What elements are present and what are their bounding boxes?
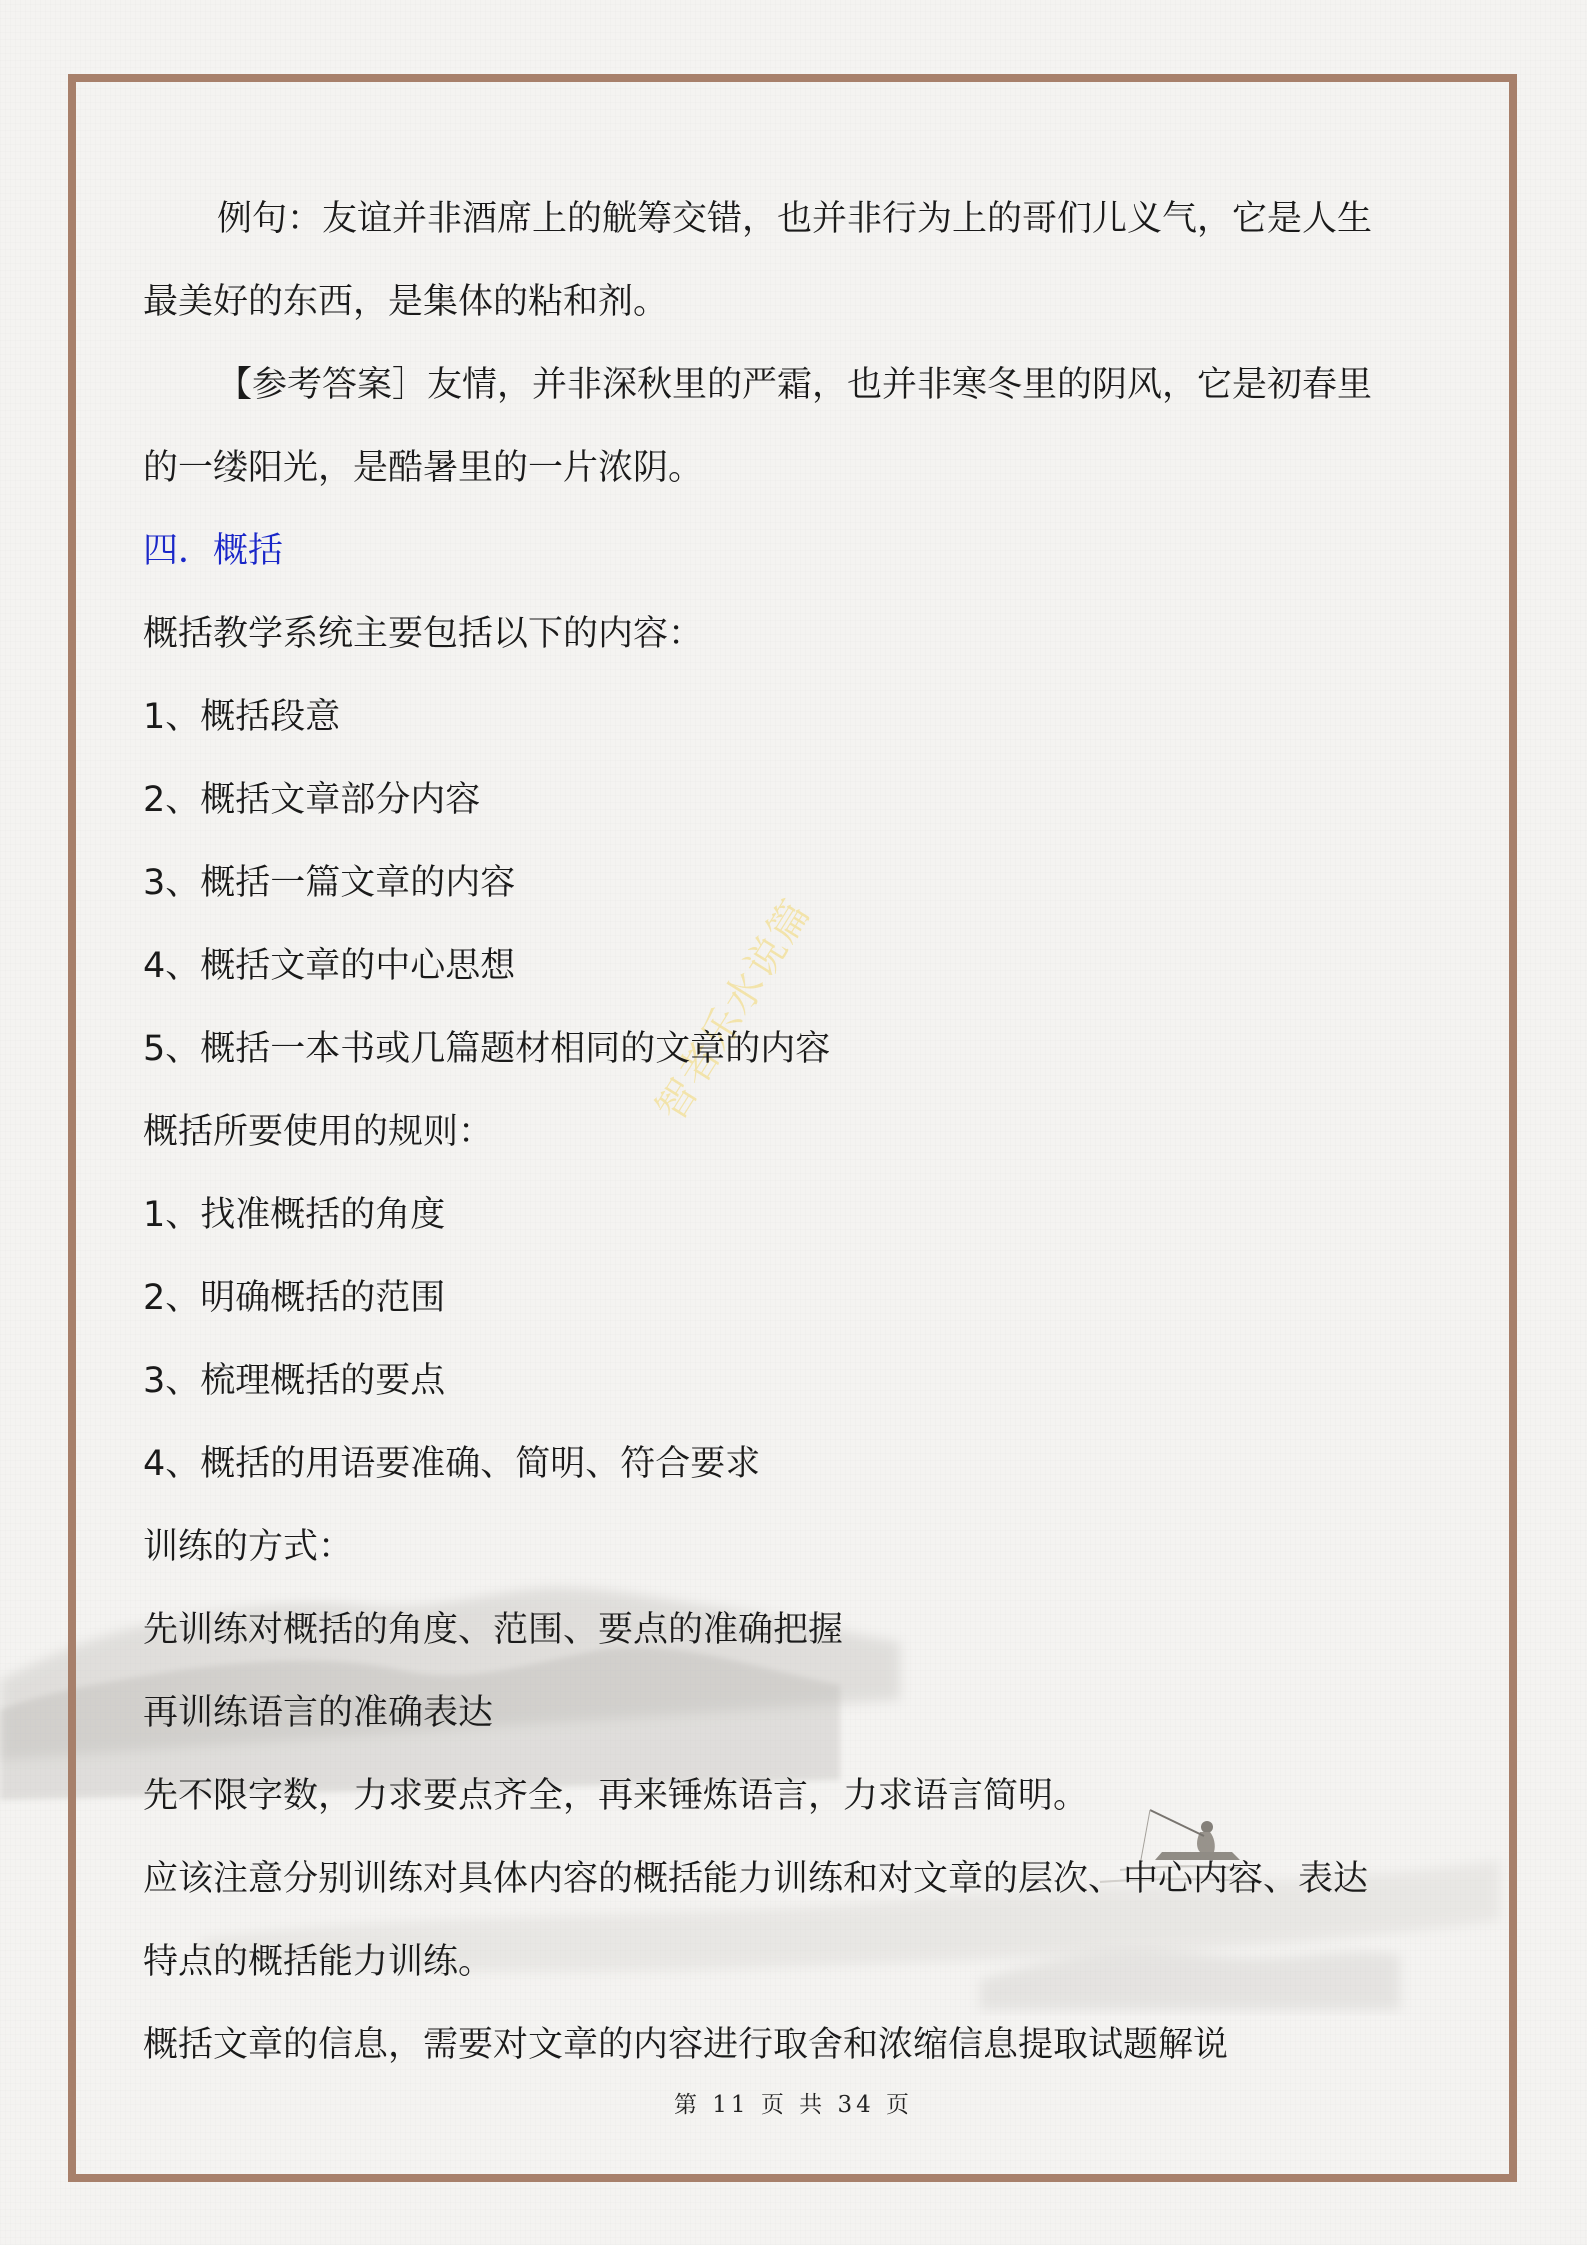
paragraph: 训练的方式： bbox=[143, 1527, 354, 1567]
paragraph: 应该注意分别训练对具体内容的概括能力训练和对文章的层次、中心内容、表达 bbox=[143, 1859, 1369, 1899]
section-heading: 四．概括 bbox=[143, 531, 284, 571]
paragraph: 概括文章的信息，需要对文章的内容进行取舍和浓缩信息提取试题解说 bbox=[143, 2025, 1229, 2065]
list-item: 1、概括段意 bbox=[143, 697, 341, 737]
paragraph: 最美好的东西，是集体的粘和剂。 bbox=[143, 282, 669, 322]
list-item: 4、概括文章的中心思想 bbox=[143, 946, 516, 986]
list-item: 3、概括一篇文章的内容 bbox=[143, 863, 516, 903]
paragraph: 例句：友谊并非酒席上的觥筹交错，也并非行为上的哥们儿义气，它是人生 bbox=[217, 199, 1373, 239]
page-number-footer: 第 11 页 共 34 页 bbox=[673, 2092, 914, 2118]
list-item: 2、明确概括的范围 bbox=[143, 1278, 446, 1318]
paragraph: 特点的概括能力训练。 bbox=[143, 1942, 494, 1982]
paragraph: 概括教学系统主要包括以下的内容： bbox=[143, 614, 704, 654]
paragraph: 概括所要使用的规则： bbox=[143, 1112, 494, 1152]
list-item: 3、梳理概括的要点 bbox=[143, 1361, 446, 1401]
paragraph: 再训练语言的准确表达 bbox=[143, 1693, 494, 1733]
list-item: 5、概括一本书或几篇题材相同的文章的内容 bbox=[143, 1029, 831, 1069]
paragraph: 先不限字数，力求要点齐全，再来锤炼语言，力求语言简明。 bbox=[143, 1776, 1089, 1816]
list-item: 2、概括文章部分内容 bbox=[143, 780, 481, 820]
document-body bbox=[143, 178, 1448, 2087]
paragraph: 【参考答案］友情，并非深秋里的严霜，也并非寒冬里的阴风，它是初春里 bbox=[217, 365, 1373, 405]
list-item: 4、概括的用语要准确、简明、符合要求 bbox=[143, 1444, 761, 1484]
paragraph: 先训练对概括的角度、范围、要点的准确把握 bbox=[143, 1610, 844, 1650]
list-item: 1、找准概括的角度 bbox=[143, 1195, 446, 1235]
paragraph: 的一缕阳光，是酷暑里的一片浓阴。 bbox=[143, 448, 704, 488]
watermark-text: 智者乐水说篇 bbox=[647, 891, 821, 1130]
